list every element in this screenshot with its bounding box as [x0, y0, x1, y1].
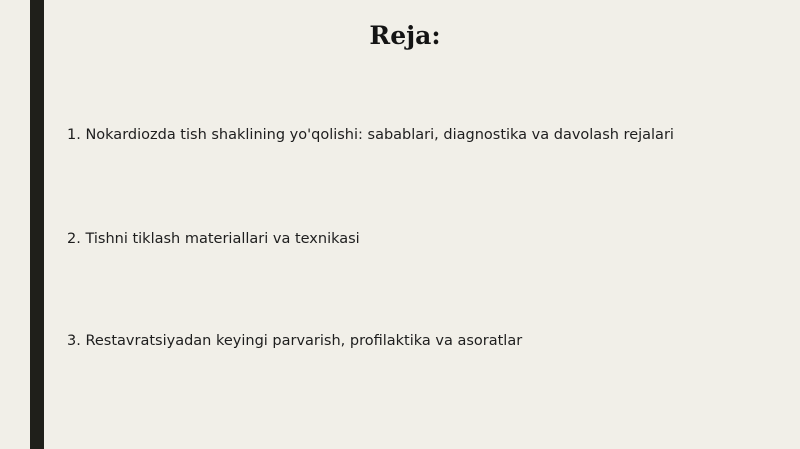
slide-title: Reja: [369, 21, 441, 50]
plan-item-2: 2. Tishni tiklash materiallari va texnikasi [67, 231, 360, 247]
plan-item-1: 1. Nokardiozda tish shaklining yo'qolishi: sabablari, diagnostika va davolash rejalari [67, 127, 674, 143]
plan-item-3: 3. Restavratsiyadan keyingi parvarish, profilaktika va asoratlar [67, 333, 523, 349]
accent-bar [30, 0, 44, 449]
